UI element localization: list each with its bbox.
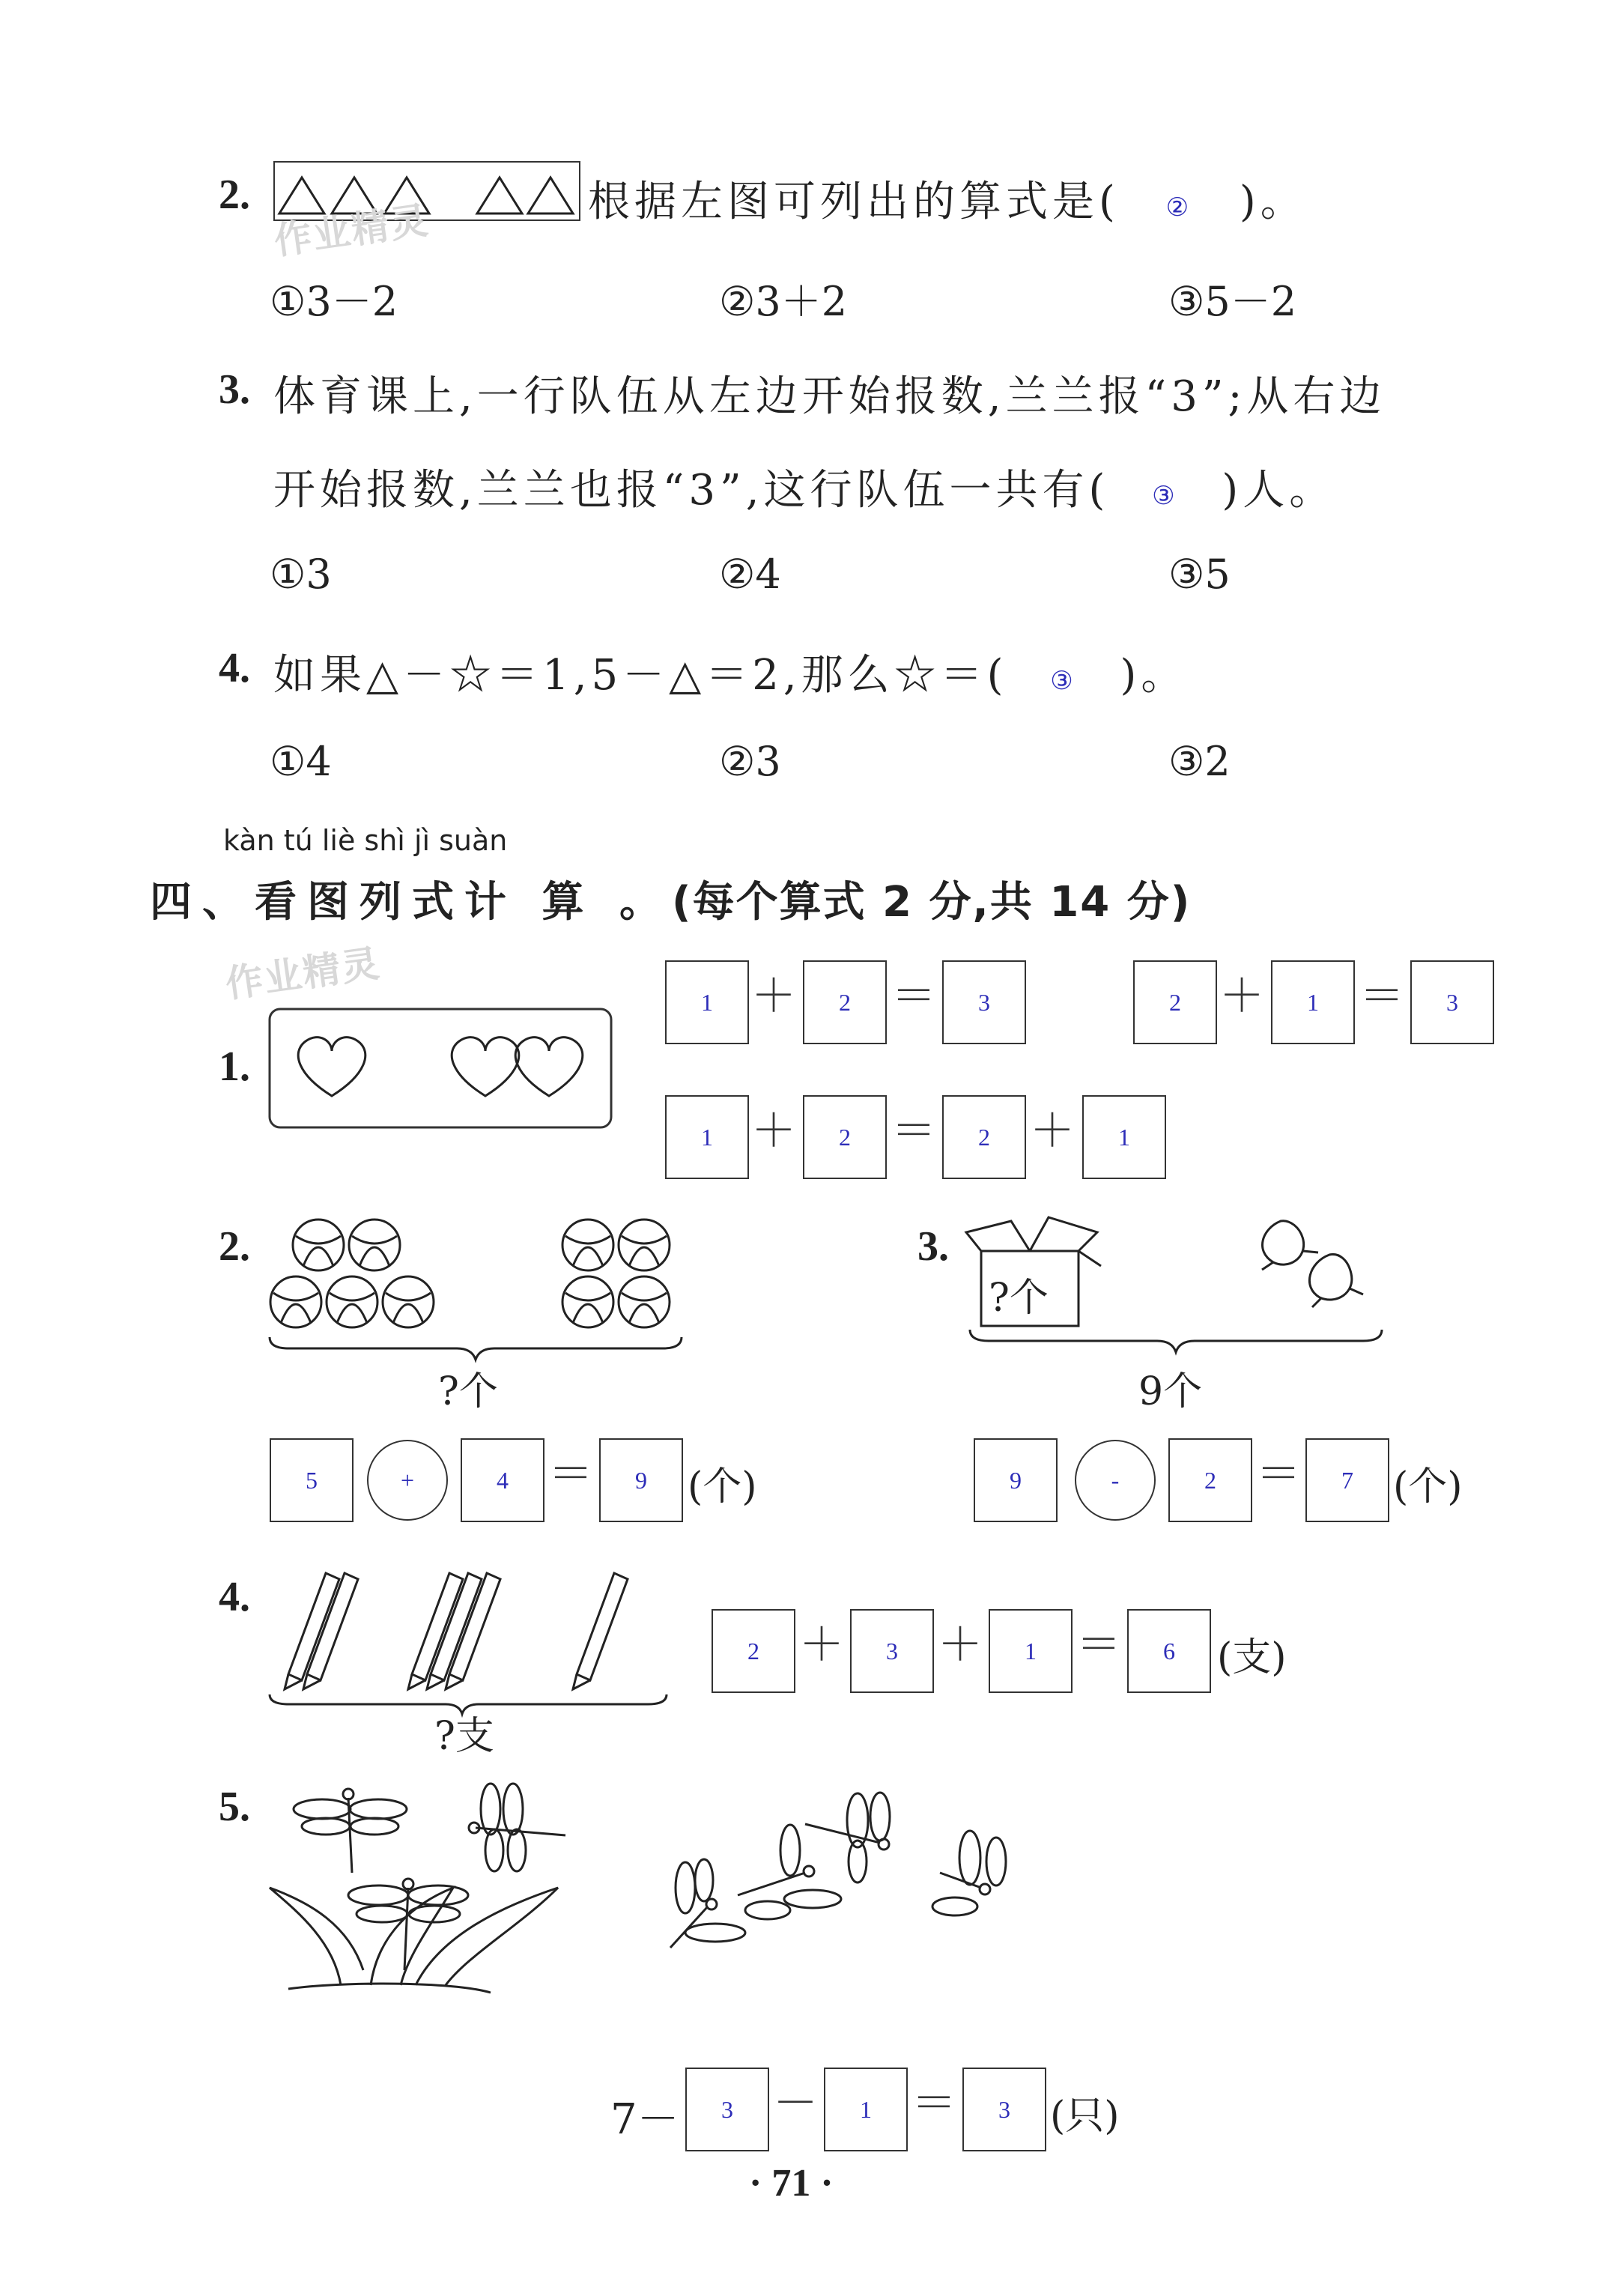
plus-sign: ＋ <box>751 970 796 1023</box>
heart-icon <box>298 1038 365 1096</box>
ball-icon <box>562 1276 613 1327</box>
p4-box-3[interactable]: 1 <box>989 1609 1073 1693</box>
q2-text-before: 根据左图可列出的算式是( <box>588 178 1120 226</box>
q2-option-3: ③5－2 <box>1168 278 1297 325</box>
brace <box>970 1330 1382 1352</box>
q3-number: 3. <box>219 366 250 413</box>
equals-sign: ＝ <box>548 1448 593 1500</box>
ball-icon <box>619 1220 670 1270</box>
p4-pencils-figure <box>266 1566 670 1715</box>
q2-option-1: ①3－2 <box>270 278 398 325</box>
p2-unit: (个) <box>688 1464 757 1509</box>
p3-unit: (个) <box>1393 1464 1463 1509</box>
p2-operator-circle[interactable]: + <box>367 1440 448 1521</box>
q4-text-before: 如果△－☆＝1,5－△＝2,那么☆＝( <box>273 651 1008 700</box>
pencil-icon <box>285 1573 339 1689</box>
q2-question <box>588 169 1307 228</box>
equals-sign: ＝ <box>1256 1448 1301 1500</box>
pencil-icon <box>427 1573 482 1689</box>
p3-operator-circle[interactable]: - <box>1075 1440 1156 1521</box>
peach-icon <box>1262 1221 1318 1270</box>
section4-heading <box>150 869 1191 929</box>
q3-text-before: 开始报数,兰兰也报“3”,这行队伍一共有( <box>273 466 1110 515</box>
page-number: · 71 · <box>749 2162 834 2205</box>
q3-option-2: ②4 <box>719 551 781 598</box>
p1-eq3-box-2[interactable]: 2 <box>803 1095 887 1179</box>
q4-option-1: ①4 <box>270 738 332 785</box>
p4-unit: (支) <box>1217 1635 1287 1680</box>
p5-box-2[interactable]: 1 <box>824 2068 908 2151</box>
dragonfly-icon <box>670 1859 745 1948</box>
equals-sign: ＝ <box>911 2077 956 2130</box>
p3-box-1[interactable]: 9 <box>974 1438 1058 1522</box>
dragonfly-icon <box>469 1784 565 1871</box>
p1-eq1-box-1[interactable]: 1 <box>665 960 749 1044</box>
p5-unit: (只) <box>1050 2094 1120 2139</box>
p2-box-2[interactable]: 4 <box>461 1438 544 1522</box>
q2-number: 2. <box>219 172 250 218</box>
dragonfly-icon <box>805 1793 890 1882</box>
p1-eq1-box-3[interactable]: 3 <box>942 960 1026 1044</box>
q4-answer: ③ <box>1050 666 1078 696</box>
p5-number: 5. <box>219 1784 250 1830</box>
q3-line-1: 体育课上,一行队伍从左边开始报数,兰兰报“3”;从右边 <box>273 372 1386 421</box>
heart-icon <box>515 1038 583 1096</box>
dragonfly-icon <box>294 1789 407 1873</box>
section4-scoring: (每个算式 2 分,共 14 分) <box>672 878 1192 927</box>
brace <box>270 1337 682 1360</box>
p1-eq3-box-3[interactable]: 2 <box>942 1095 1026 1179</box>
pencil-icon <box>446 1573 500 1689</box>
p1-eq1-box-2[interactable]: 2 <box>803 960 887 1044</box>
plant-icon <box>270 1888 558 1993</box>
p4-number: 4. <box>219 1574 250 1620</box>
q4-option-2: ②3 <box>719 738 781 785</box>
equals-sign: ＝ <box>1076 1619 1121 1671</box>
p2-box-1[interactable]: 5 <box>270 1438 354 1522</box>
peach-icon <box>1309 1254 1363 1307</box>
q4-number: 4. <box>219 645 250 691</box>
p4-box-1[interactable]: 2 <box>712 1609 795 1693</box>
p3-number: 3. <box>917 1223 949 1270</box>
plus-sign: ＋ <box>1030 1105 1075 1157</box>
p1-eq2-box-2[interactable]: 1 <box>1271 960 1355 1044</box>
pencil-icon <box>408 1573 463 1689</box>
ball-icon <box>293 1220 344 1270</box>
q2-option-2: ②3＋2 <box>719 278 848 325</box>
minus-sign: － <box>773 2077 818 2130</box>
pencil-icon <box>573 1573 628 1689</box>
q4-text-after: )。 <box>1120 651 1188 700</box>
p5-box-1[interactable]: 3 <box>685 2068 769 2151</box>
p5-lead: 7－ <box>610 2095 679 2144</box>
section4-title: 四、看图列式计 算 。 <box>150 878 672 927</box>
p4-box-2[interactable]: 3 <box>850 1609 934 1693</box>
ball-icon <box>562 1220 613 1270</box>
q3-option-3: ③5 <box>1168 551 1231 598</box>
p4-label: ?支 <box>434 1714 494 1759</box>
p1-eq2-box-3[interactable]: 3 <box>1410 960 1494 1044</box>
q3-answer: ③ <box>1152 481 1180 511</box>
plus-sign: ＋ <box>1219 970 1264 1023</box>
p4-box-4[interactable]: 6 <box>1127 1609 1211 1693</box>
q3-text-after: )人。 <box>1222 466 1336 515</box>
p1-eq3-box-4[interactable]: 1 <box>1082 1095 1166 1179</box>
heart-icon <box>452 1038 519 1096</box>
plus-sign: ＋ <box>938 1619 983 1671</box>
p2-balls-figure <box>266 1214 685 1363</box>
plus-sign: ＋ <box>751 1105 796 1157</box>
pencil-icon <box>303 1573 358 1689</box>
p1-hearts-figure <box>268 1008 613 1129</box>
section4-pinyin: kàn tú liè shì jì suàn <box>223 824 508 857</box>
equals-sign: ＝ <box>1359 970 1404 1023</box>
equals-sign: ＝ <box>891 1105 936 1157</box>
p3-box-2[interactable]: 2 <box>1168 1438 1252 1522</box>
ball-icon <box>349 1220 400 1270</box>
q2-text-after: )。 <box>1239 178 1307 226</box>
plus-sign: ＋ <box>799 1619 844 1671</box>
q2-answer: ② <box>1165 193 1194 222</box>
ball-icon <box>383 1276 434 1327</box>
q3-line-2 <box>273 457 1335 517</box>
q3-option-1: ①3 <box>270 551 332 598</box>
q4-question <box>273 642 1187 702</box>
ball-icon <box>327 1276 377 1327</box>
p2-box-3[interactable]: 9 <box>599 1438 683 1522</box>
equals-sign: ＝ <box>891 970 936 1023</box>
p1-number: 1. <box>219 1044 250 1090</box>
p1-eq2-box-1[interactable]: 2 <box>1133 960 1217 1044</box>
watermark: 作业精灵 <box>271 198 432 264</box>
p5-dragonflies-figure <box>266 1775 1075 2000</box>
p3-label: 9个 <box>1138 1369 1203 1414</box>
p3-box-3[interactable]: 7 <box>1305 1438 1389 1522</box>
p2-number: 2. <box>219 1223 250 1270</box>
p2-label: ?个 <box>438 1369 498 1414</box>
ball-icon <box>619 1276 670 1327</box>
dragonfly-icon <box>932 1831 1006 1915</box>
p5-box-3[interactable]: 3 <box>962 2068 1046 2151</box>
q4-option-3: ③2 <box>1168 738 1231 785</box>
p3-box-label: ?个 <box>989 1276 1049 1321</box>
p1-eq3-box-1[interactable]: 1 <box>665 1095 749 1179</box>
watermark: 作业精灵 <box>222 941 383 1007</box>
ball-icon <box>270 1276 321 1327</box>
dragonfly-icon <box>738 1825 841 1919</box>
